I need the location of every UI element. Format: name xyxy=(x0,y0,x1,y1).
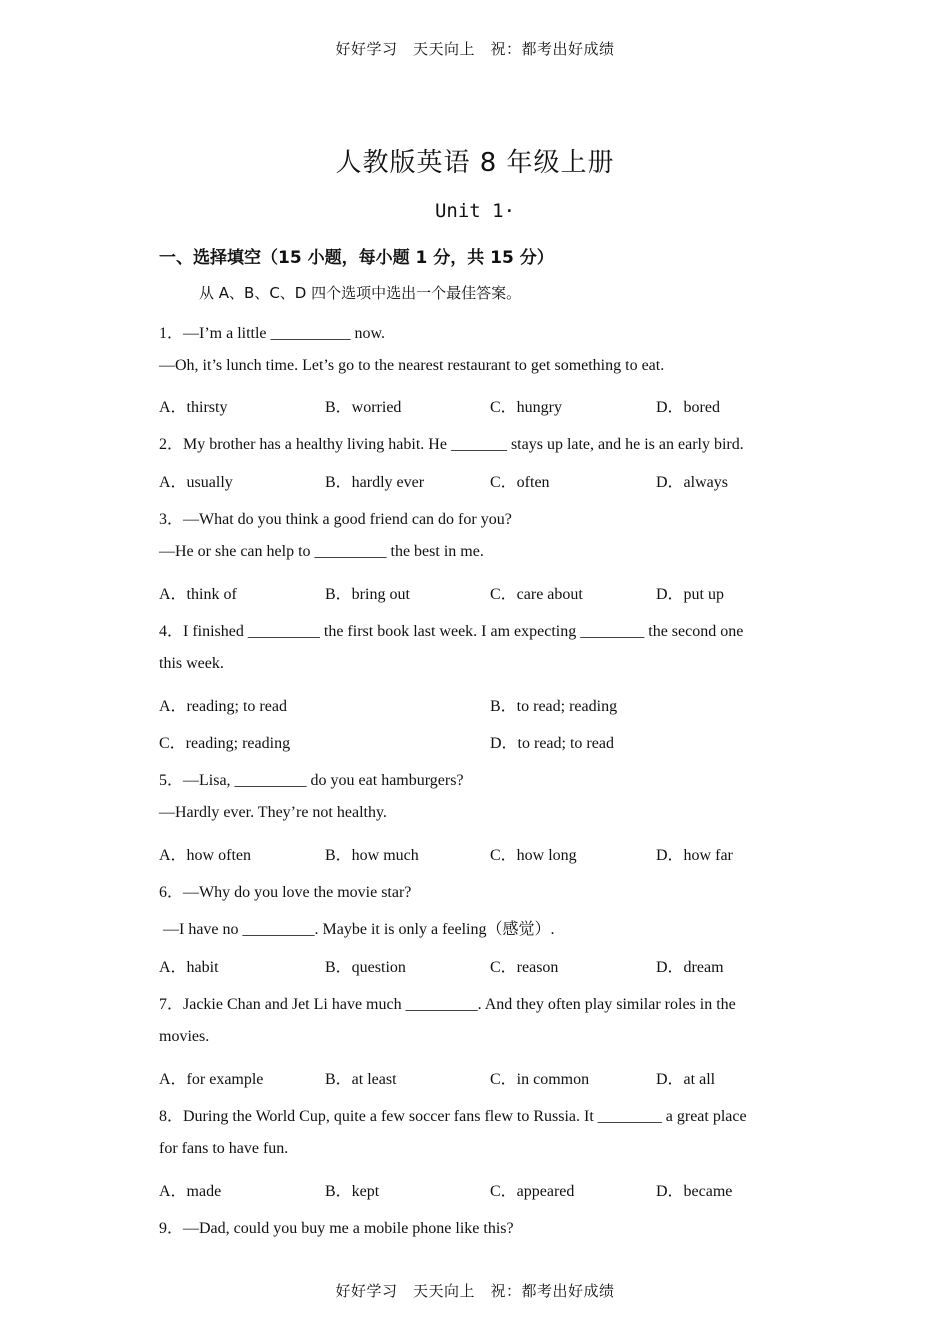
question-3-reply: —He or she can help to _________ the best in me. xyxy=(159,543,484,560)
question-2-option-a: A．usually xyxy=(159,474,233,491)
question-7-stem: 7．Jackie Chan and Jet Li have much _________. And they often play similar roles in the xyxy=(159,996,736,1013)
question-8-option-d: D．became xyxy=(656,1183,733,1200)
question-1-stem: 1．—I’m a little __________ now. xyxy=(159,325,386,342)
question-8-option-a: A．made xyxy=(159,1183,222,1200)
question-5-option-c: C．how long xyxy=(490,847,577,864)
question-8-stem: 8．During the World Cup, quite a few soccer fans flew to Russia. It ________ a great place xyxy=(159,1108,747,1125)
question-5-reply: —Hardly ever. They’re not healthy. xyxy=(159,804,387,821)
question-8-stem-continued: for fans to have fun. xyxy=(159,1140,289,1157)
question-2-option-d: D．always xyxy=(656,474,728,491)
question-5-option-d: D．how far xyxy=(656,847,733,864)
question-4-option-a: A．reading; to read xyxy=(159,698,287,715)
question-7-stem-continued: movies. xyxy=(159,1028,210,1045)
question-6-stem: 6．—Why do you love the movie star? xyxy=(159,884,412,901)
question-4-stem: 4．I finished _________ the first book last week. I am expecting ________ the second one xyxy=(159,623,744,640)
question-1-reply: —Oh, it’s lunch time. Let’s go to the nearest restaurant to get something to eat. xyxy=(159,357,665,374)
question-8-option-c: C．appeared xyxy=(490,1183,575,1200)
question-3-stem: 3．—What do you think a good friend can do for you? xyxy=(159,511,512,528)
question-8-option-b: B．kept xyxy=(325,1183,380,1200)
question-7-option-b: B．at least xyxy=(325,1071,397,1088)
question-9-stem: 9．—Dad, could you buy me a mobile phone like this? xyxy=(159,1220,514,1237)
question-1-option-b: B．worried xyxy=(325,399,402,416)
question-3-option-d: D．put up xyxy=(656,586,725,603)
question-4-option-b: B．to read; reading xyxy=(490,698,618,715)
unit-heading: Unit 1· xyxy=(434,200,516,222)
question-1-option-d: D．bored xyxy=(656,399,720,416)
question-3-option-b: B．bring out xyxy=(325,586,410,603)
question-6-reply: —I have no _________. Maybe it is only a feeling（感觉）. xyxy=(163,921,555,938)
question-7-option-c: C．in common xyxy=(490,1071,590,1088)
question-4-option-c: C．reading; reading xyxy=(159,735,291,752)
question-5-option-a: A．how often xyxy=(159,847,251,864)
page-footer: 好好学习 天天向上 祝：都考出好成绩 xyxy=(335,1282,615,1300)
question-6-option-b: B．question xyxy=(325,959,406,976)
question-4-stem-continued: this week. xyxy=(159,655,224,672)
instruction-text: 从 A、B、C、D 四个选项中选出一个最佳答案。 xyxy=(199,284,522,302)
question-5-stem: 5．—Lisa, _________ do you eat hamburgers? xyxy=(159,772,464,789)
question-6-option-c: C．reason xyxy=(490,959,559,976)
question-2-option-b: B．hardly ever xyxy=(325,474,425,491)
question-6-option-a: A．habit xyxy=(159,959,219,976)
question-1-option-a: A．thirsty xyxy=(159,399,228,416)
question-5-option-b: B．how much xyxy=(325,847,419,864)
question-7-option-d: D．at all xyxy=(656,1071,716,1088)
question-6-option-d: D．dream xyxy=(656,959,724,976)
question-4-option-d: D．to read; to read xyxy=(490,735,614,752)
question-2-stem: 2．My brother has a healthy living habit. He _______ stays up late, and he is an early bird. xyxy=(159,436,744,453)
page-header: 好好学习 天天向上 祝：都考出好成绩 xyxy=(335,40,615,58)
question-3-option-a: A．think of xyxy=(159,586,237,603)
question-7-option-a: A．for example xyxy=(159,1071,264,1088)
document-title: 人教版英语 8 年级上册 xyxy=(335,148,615,178)
question-2-option-c: C．often xyxy=(490,474,550,491)
question-1-option-c: C．hungry xyxy=(490,399,563,416)
question-3-option-c: C．care about xyxy=(490,586,583,603)
section-heading: 一、选择填空（15 小题，每小题 1 分，共 15 分） xyxy=(159,248,554,268)
